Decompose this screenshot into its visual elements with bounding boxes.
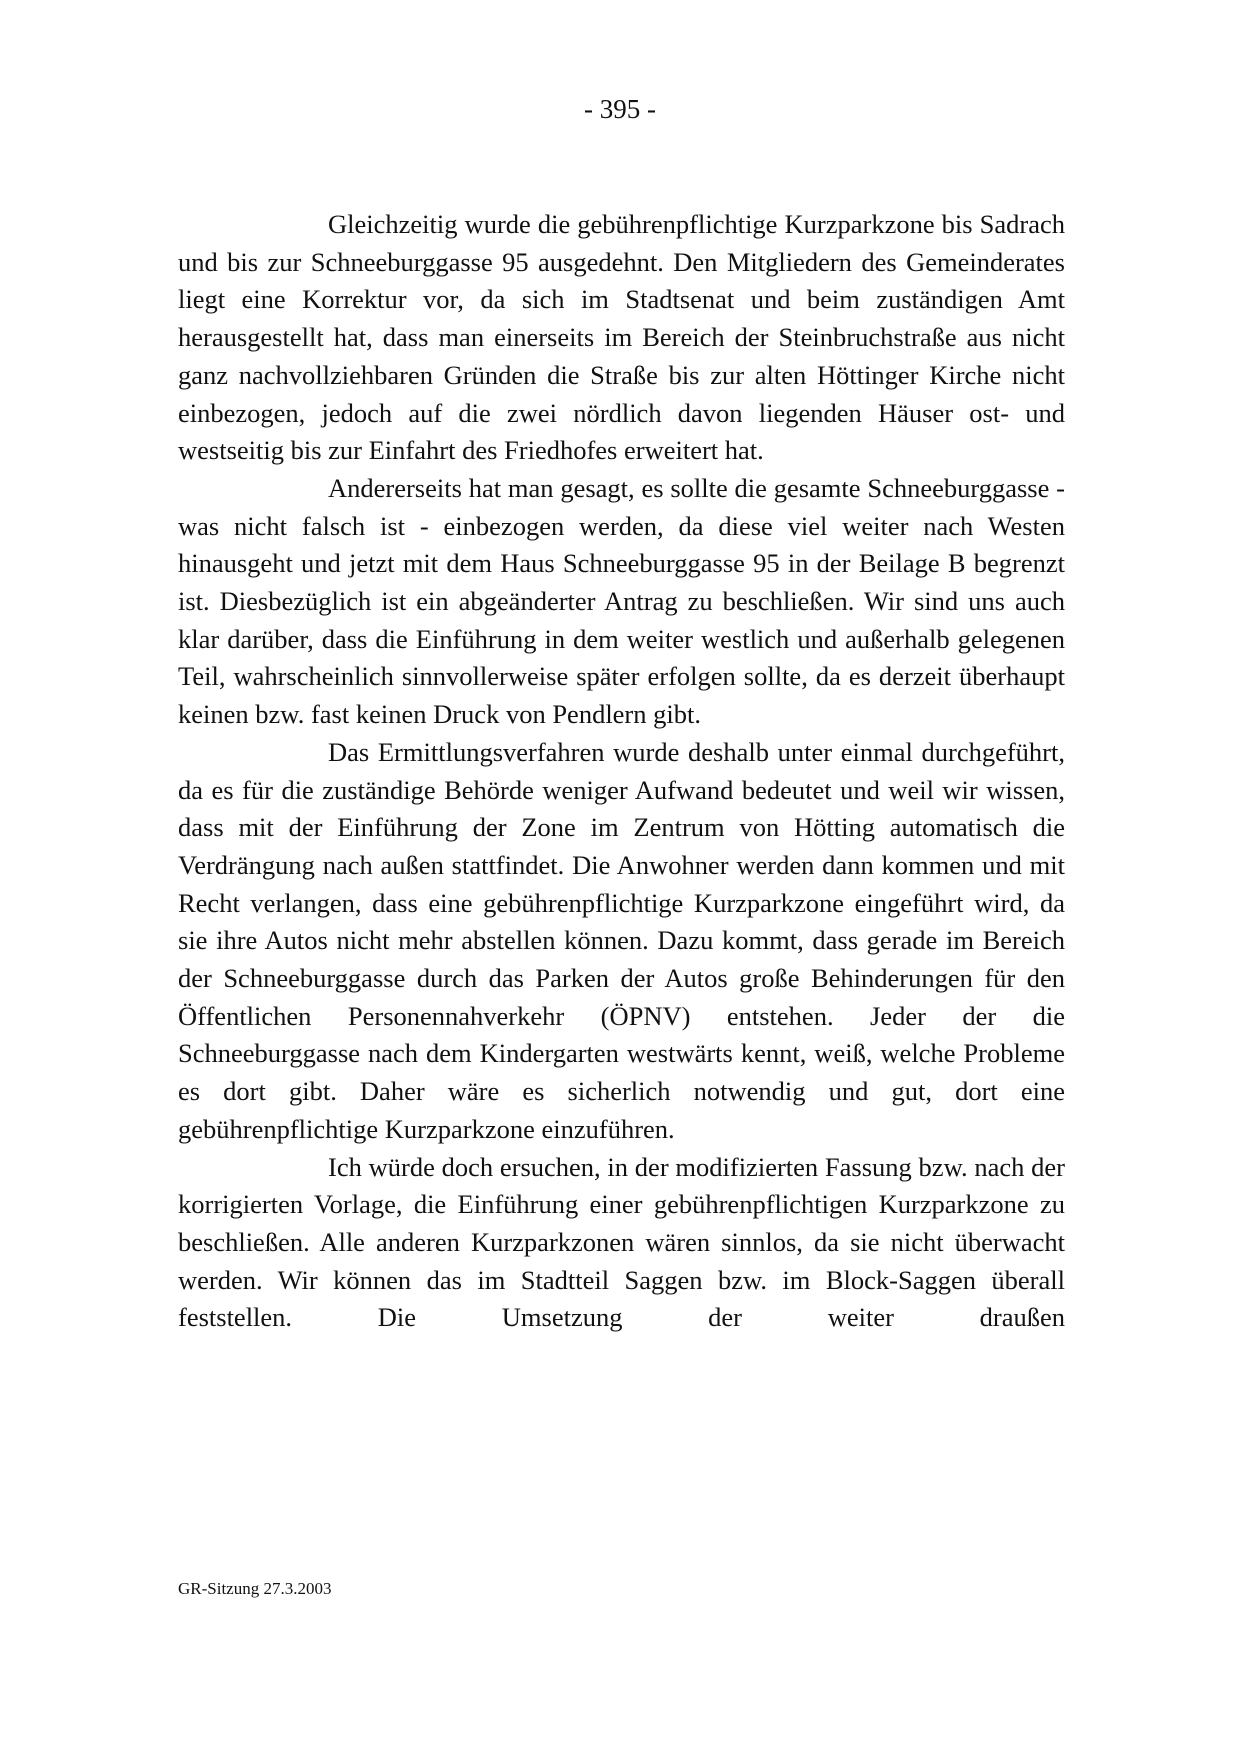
paragraph-1: Gleichzeitig wurde die gebührenpflichtige Kurzparkzone bis Sadrach und bis zur Schneeburggasse 95 ausgedehnt. Den Mitgliedern des Gemeinderates liegt eine Korrektur vor, da sich im Stadtsenat und beim zuständigen Amt herausgestellt hat, dass man einerseits im Bereich der Steinbruchstraße aus nicht ganz nachvollziehbaren Gründen die Straße bis zur alten Höttinger Kirche nicht einbezogen, jedoch auf die zwei nördlich davon liegenden Häuser ost- und westseitig bis zur Einfahrt des Friedhofes erweitert hat. — [178, 209, 1065, 466]
footer-session-date: GR-Sitzung 27.3.2003 — [178, 1579, 332, 1598]
document-body — [178, 206, 1065, 1337]
paragraph-2: Andererseits hat man gesagt, es sollte die gesamte Schneeburggasse - was nicht falsch ist - einbezogen werden, da diese viel weiter nach Westen hinausgeht und jetzt mit dem Haus Schneeburggasse 95 in der Beilage B begrenzt ist. Diesbezüglich ist ein abgeänderter Antrag zu beschließen. Wir sind uns auch klar darüber, dass die Einführung in dem weiter westlich und außerhalb gelegenen Teil, wahrscheinlich sinnvollerweise später erfolgen sollte, da es derzeit überhaupt keinen bzw. fast keinen Druck von Pendlern gibt. — [178, 472, 1065, 730]
paragraph-4: Ich würde doch ersuchen, in der modifizierten Fassung bzw. nach der korrigierten Vorlage, die Einführung einer gebührenpflichtigen Kurzparkzone zu beschließen. Alle anderen Kurzparkzonen wären sinnlos, da sie nicht überwacht werden. Wir können das im Stadtteil Saggen bzw. im Block-Saggen überall feststellen. Die Umsetzung der weiter draußen — [178, 1151, 1065, 1333]
paragraph-3: Das Ermittlungsverfahren wurde deshalb unter einmal durchgeführt, da es für die zuständige Behörde weniger Aufwand bedeutet und weil wir wissen, dass mit der Einführung der Zone im Zentrum von Hötting automatisch die Verdrängung nach außen stattfindet. Die Anwohner werden dann kommen und mit Recht verlangen, dass eine gebührenpflichtige Kurzparkzone eingeführt wird, da sie ihre Autos nicht mehr abstellen können. Dazu kommt, dass gerade im Bereich der Schneeburggasse durch das Parken der Autos große Behinderungen für den Öffentlichen Personennahverkehr (ÖPNV) entstehen. Jeder der die Schneeburggasse nach dem Kindergarten westwärts kennt, weiß, welche Probleme es dort gibt. Daher wäre es sicherlich notwendig und gut, dort eine gebührenpflichtige Kurzparkzone einzuführen. — [178, 736, 1065, 1144]
page-number: - 395 - — [584, 94, 656, 124]
